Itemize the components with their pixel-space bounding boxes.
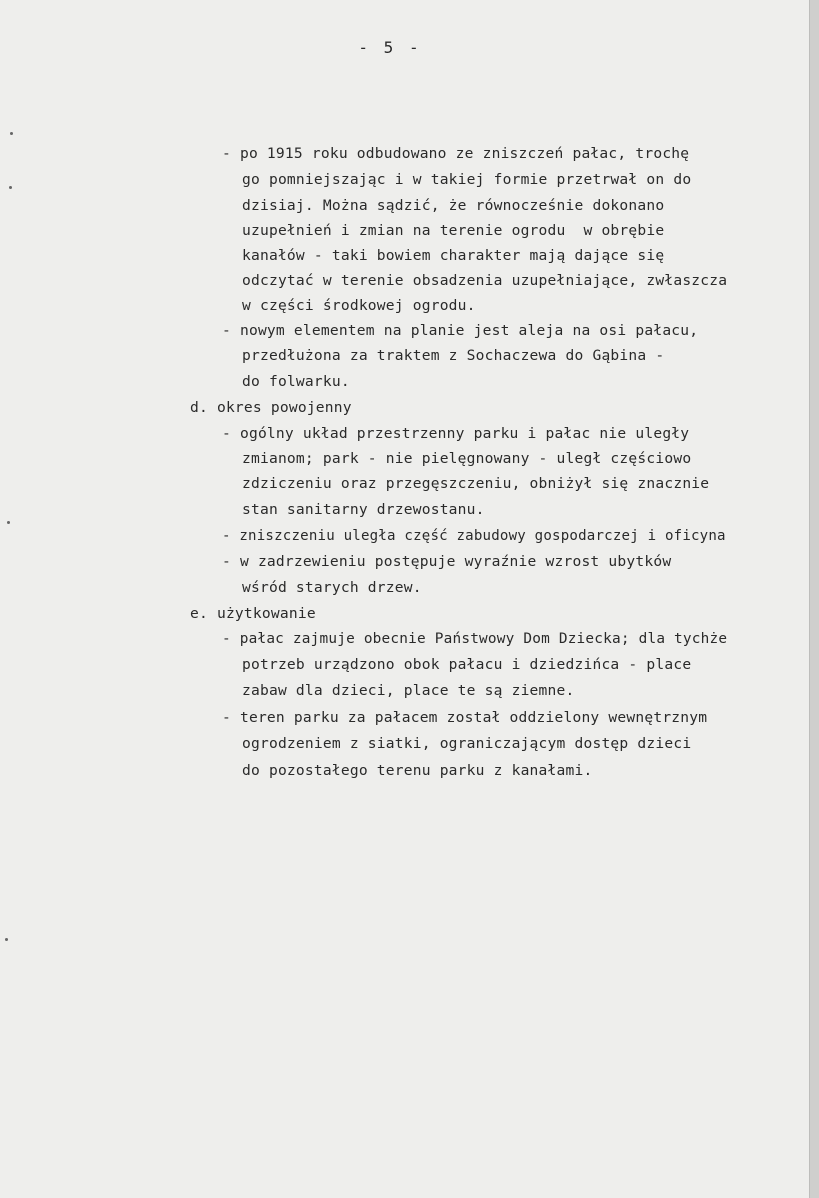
- text-line: zmianom; park - nie pielęgnowany - uległ częściowo: [242, 450, 692, 467]
- margin-mark: [7, 521, 10, 524]
- text-line: odczytać w terenie obsadzenia uzupełniające, zwłaszcza: [242, 272, 728, 289]
- text-line: kanałów - taki bowiem charakter mają dające się: [242, 247, 665, 264]
- section-heading: d. okres powojenny: [190, 399, 352, 416]
- text-line: do folwarku.: [242, 373, 350, 390]
- page-edge: [809, 0, 819, 1198]
- margin-mark: [10, 132, 13, 135]
- text-line: zdziczeniu oraz przegęszczeniu, obniżył się znacznie: [242, 475, 710, 492]
- text-line: stan sanitarny drzewostanu.: [242, 501, 485, 518]
- text-line: potrzeb urządzono obok pałacu i dziedzińca - place: [242, 656, 692, 673]
- text-line: wśród starych drzew.: [242, 579, 422, 596]
- text-line: uzupełnień i zmian na terenie ogrodu w obrębie: [242, 222, 665, 239]
- text-line: - nowym elementem na planie jest aleja na osi pałacu,: [222, 322, 699, 339]
- text-line: - po 1915 roku odbudowano ze zniszczeń pałac, trochę: [222, 145, 690, 162]
- text-line: do pozostałego terenu parku z kanałami.: [242, 762, 593, 779]
- section-heading: e. użytkowanie: [190, 605, 316, 622]
- page-number: - 5 -: [358, 38, 422, 57]
- text-line: - zniszczeniu uległa część zabudowy gospodarczej i oficyna: [222, 528, 726, 544]
- text-line: przedłużona za traktem z Sochaczewa do Gąbina -: [242, 347, 665, 364]
- text-line: - teren parku za pałacem został oddzielony wewnętrznym: [222, 709, 708, 726]
- text-line: - w zadrzewieniu postępuje wyraźnie wzrost ubytków: [222, 553, 672, 570]
- text-line: go pomniejszając i w takiej formie przetrwał on do: [242, 171, 692, 188]
- text-line: w części środkowej ogrodu.: [242, 297, 476, 314]
- text-line: - pałac zajmuje obecnie Państwowy Dom Dziecka; dla tychże: [222, 631, 728, 647]
- text-line: zabaw dla dzieci, place te są ziemne.: [242, 682, 575, 699]
- margin-mark: [9, 186, 12, 189]
- text-line: - ogólny układ przestrzenny parku i pałac nie uległy: [222, 425, 690, 442]
- text-line: ogrodzeniem z siatki, ograniczającym dostęp dzieci: [242, 735, 692, 752]
- margin-mark: [5, 938, 8, 941]
- text-line: dzisiaj. Można sądzić, że równocześnie dokonano: [242, 197, 665, 214]
